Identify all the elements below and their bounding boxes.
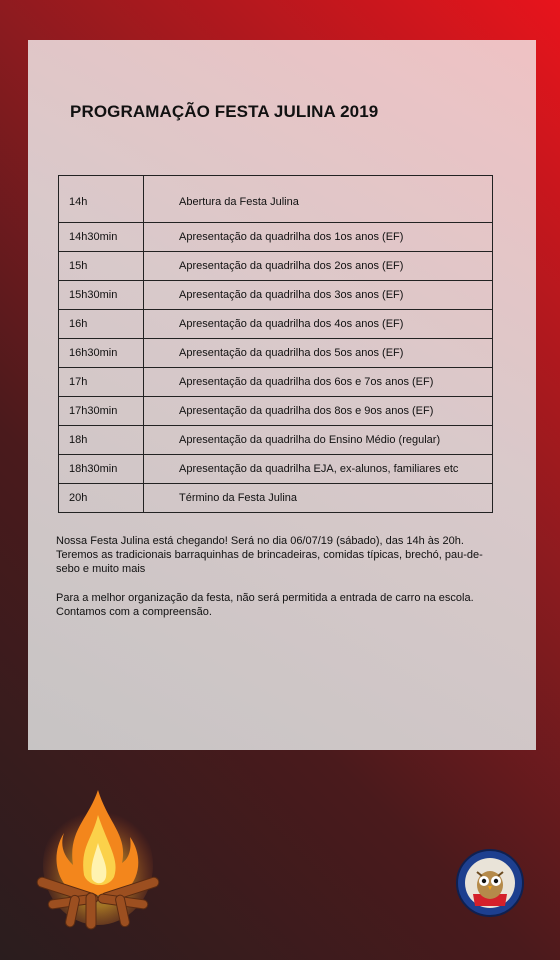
announcement-paragraph: Nossa Festa Julina está chegando! Será no dia 06/07/19 (sábado), das 14h às 20h. Teremos as tradicionais barraquinhas de brincadeiras, comidas típicas, brechó, pau-de-sebo e muito mais: [56, 535, 483, 575]
event-cell: Apresentação da quadrilha dos 4os anos (EF): [144, 310, 493, 339]
event-cell: Apresentação da quadrilha EJA, ex-alunos, familiares etc: [144, 455, 493, 484]
event-cell: Apresentação da quadrilha dos 6os e 7os anos (EF): [144, 368, 493, 397]
time-cell: 20h: [59, 484, 144, 513]
time-cell: 17h: [59, 368, 144, 397]
table-row: [59, 223, 493, 252]
time-cell: 15h30min: [59, 281, 144, 310]
program-card: [28, 40, 536, 750]
table-row: [59, 339, 493, 368]
event-cell: Apresentação da quadrilha dos 1os anos (EF): [144, 223, 493, 252]
time-cell: 17h30min: [59, 397, 144, 426]
table-row: [59, 252, 493, 281]
time-cell: 14h: [59, 176, 144, 223]
event-cell: Apresentação da quadrilha dos 2os anos (EF): [144, 252, 493, 281]
page-title: PROGRAMAÇÃO FESTA JULINA 2019: [70, 102, 379, 121]
time-cell: 16h30min: [59, 339, 144, 368]
time-cell: 18h30min: [59, 455, 144, 484]
time-cell: 14h30min: [59, 223, 144, 252]
time-cell: 18h: [59, 426, 144, 455]
school-owl-logo: [455, 848, 525, 918]
event-cell: Apresentação da quadrilha dos 5os anos (EF): [144, 339, 493, 368]
table-row: [59, 426, 493, 455]
table-row: [59, 176, 493, 223]
table-row: [59, 455, 493, 484]
bonfire-icon: [28, 785, 168, 935]
table-row: [59, 310, 493, 339]
event-cell: Apresentação da quadrilha dos 3os anos (EF): [144, 281, 493, 310]
event-cell: Abertura da Festa Julina: [144, 176, 493, 223]
event-cell: Término da Festa Julina: [144, 484, 493, 513]
time-cell: 16h: [59, 310, 144, 339]
table-row: [59, 484, 493, 513]
table-row: [59, 397, 493, 426]
schedule-table: [58, 175, 493, 513]
table-row: [59, 281, 493, 310]
table-row: [59, 368, 493, 397]
notice-paragraph: Para a melhor organização da festa, não será permitida a entrada de carro na escola. Contamos com a compreensão.: [56, 592, 474, 618]
event-cell: Apresentação da quadrilha dos 8os e 9os anos (EF): [144, 397, 493, 426]
time-cell: 15h: [59, 252, 144, 281]
event-cell: Apresentação da quadrilha do Ensino Médio (regular): [144, 426, 493, 455]
